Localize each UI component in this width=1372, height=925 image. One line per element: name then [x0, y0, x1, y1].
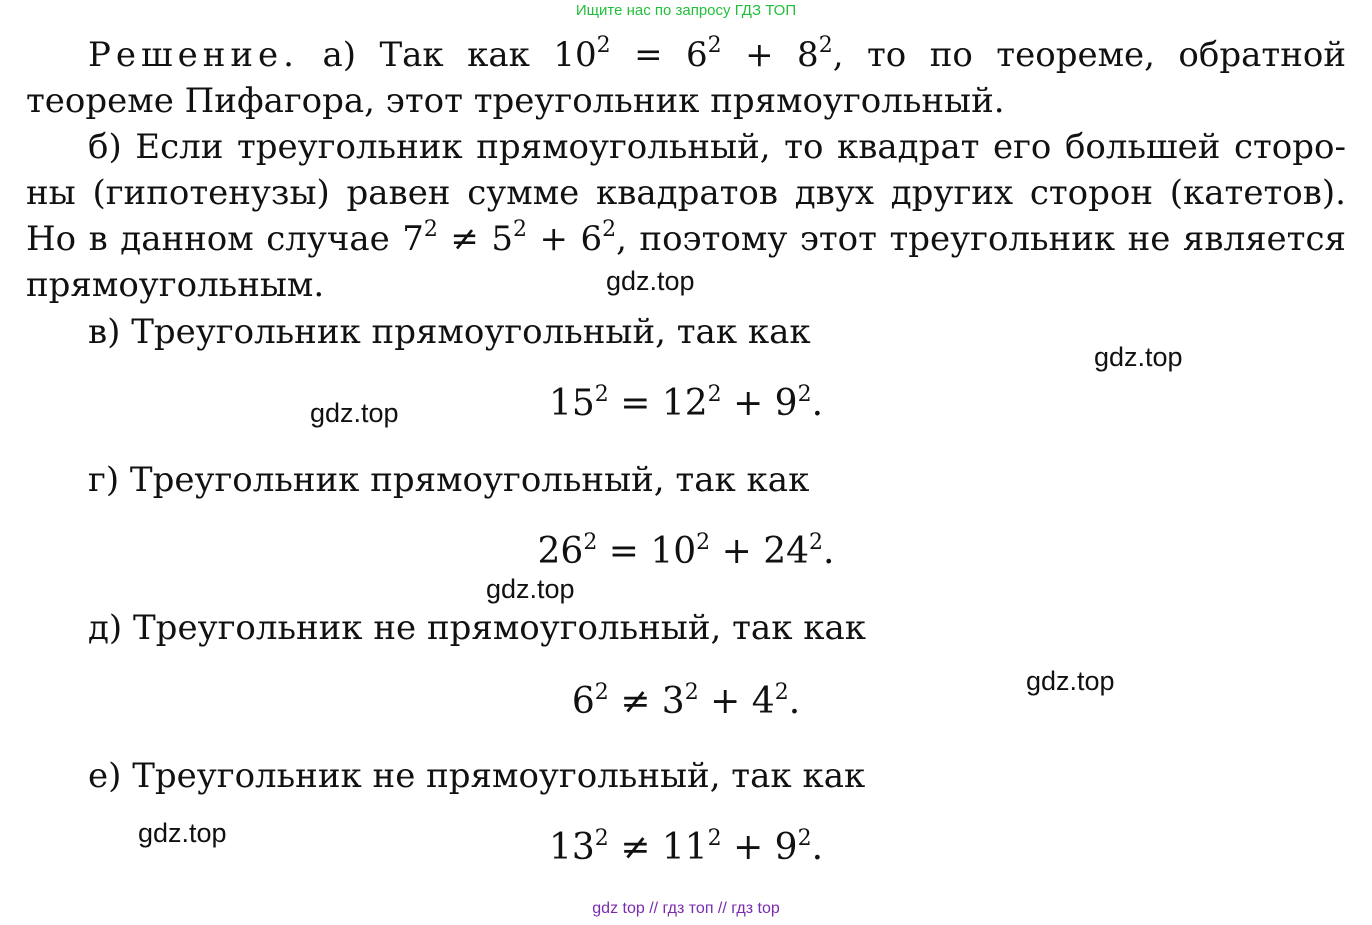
part-a-text-3: + 8 — [721, 35, 819, 75]
part-b-text-4: , поэтому этот треугольник не является — [616, 219, 1346, 259]
watermark: gdz.top — [310, 398, 399, 428]
exponent: 2 — [594, 826, 609, 851]
watermark: gdz.top — [138, 818, 227, 848]
watermark: gdz.top — [1026, 666, 1115, 696]
exponent: 2 — [797, 826, 812, 851]
formula-term: ≠ 3 — [608, 681, 685, 722]
part-a-text-4: , то по теореме, обратной — [832, 35, 1346, 75]
item-g-label: г) Треугольник прямоугольный, так как — [88, 460, 810, 500]
formula-term: + 9 — [721, 383, 798, 424]
formula-end: . — [811, 827, 824, 868]
exponent: 2 — [696, 530, 711, 555]
solution-part-a — [26, 32, 1346, 124]
exponent: 2 — [583, 530, 598, 555]
search-banner: Ищите нас по запросу ГДЗ ТОП — [575, 2, 797, 19]
exponent: 2 — [774, 680, 789, 705]
exponent: 2 — [594, 680, 609, 705]
formula-term: 15 — [548, 383, 595, 424]
exponent: 2 — [596, 33, 611, 58]
watermark: gdz.top — [486, 574, 575, 604]
exponent: 2 — [684, 680, 699, 705]
part-b-line-4: прямоугольным. — [26, 265, 325, 305]
watermark: gdz.top — [606, 266, 695, 296]
exponent: 2 — [707, 382, 722, 407]
part-a-text-1: а) Так как 10 — [322, 35, 597, 75]
exponent: 2 — [707, 33, 722, 58]
exponent: 2 — [707, 826, 722, 851]
part-b-text-3: + 6 — [526, 219, 603, 259]
footer-links: gdz top // гдз топ // гдз top — [592, 900, 780, 917]
item-d-formula — [0, 680, 1372, 724]
exponent: 2 — [512, 217, 527, 242]
watermark: gdz.top — [1094, 342, 1183, 372]
formula-end: . — [811, 383, 824, 424]
formula-term: + 9 — [721, 827, 798, 868]
part-b-line-2: ны (гипотенузы) равен сумме квадратов двух других сторон (катетов). — [26, 173, 1346, 213]
part-b-line-3 — [26, 216, 1346, 262]
formula-term: 26 — [537, 531, 584, 572]
item-v-formula — [0, 382, 1372, 426]
exponent: 2 — [602, 217, 617, 242]
exponent: 2 — [809, 530, 824, 555]
part-b-line-1: б) Если треугольник прямоугольный, то квадрат его большей сторо- — [88, 127, 1346, 167]
formula-end: . — [788, 681, 801, 722]
part-b-text-1: Но в данном случае 7 — [26, 219, 424, 259]
formula-term: 13 — [548, 827, 595, 868]
formula-term: ≠ 11 — [608, 827, 708, 868]
solution-heading: Решение. — [88, 35, 299, 75]
exponent: 2 — [594, 382, 609, 407]
formula-term: + 24 — [710, 531, 810, 572]
item-d-label: д) Треугольник не прямоугольный, так как — [88, 608, 867, 648]
formula-term: + 4 — [698, 681, 775, 722]
item-g-formula — [0, 530, 1372, 574]
exponent: 2 — [797, 382, 812, 407]
item-e-label: е) Треугольник не прямоугольный, так как — [88, 756, 866, 796]
formula-term: 6 — [571, 681, 595, 722]
exponent: 2 — [818, 33, 833, 58]
item-v-label: в) Треугольник прямоугольный, так как — [88, 312, 811, 352]
part-a-line-2: теореме Пифагора, этот треугольник прямоугольный. — [26, 81, 1005, 121]
formula-end: . — [823, 531, 835, 572]
formula-term: = 12 — [608, 383, 708, 424]
part-b-text-2: ≠ 5 — [437, 219, 513, 259]
part-a-line-1 — [26, 32, 1346, 78]
formula-term: = 10 — [597, 531, 697, 572]
part-a-text-2: = 6 — [610, 35, 708, 75]
exponent: 2 — [423, 217, 438, 242]
